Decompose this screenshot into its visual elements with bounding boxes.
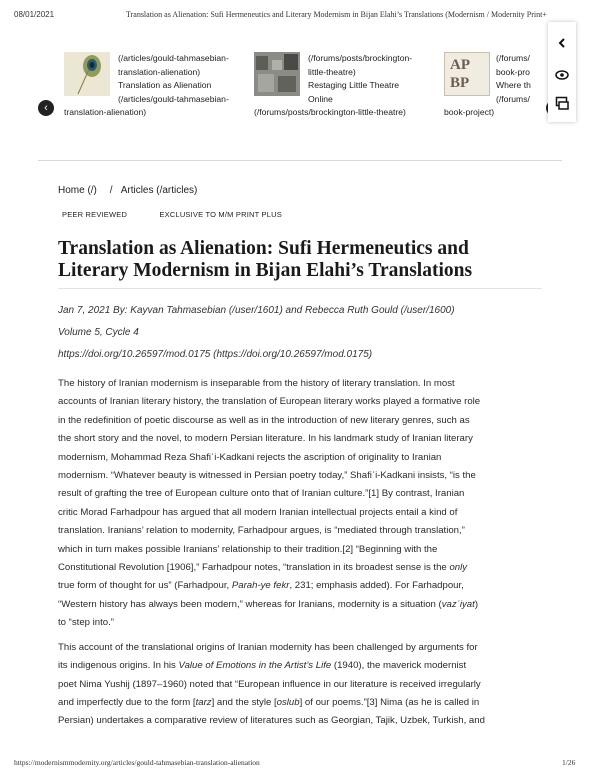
carousel-line: (/forums/ [496, 93, 530, 104]
emphasis: only [449, 562, 468, 574]
peacock-feather-thumbnail[interactable] [64, 52, 110, 96]
text-run: its indigenous origins. In his [58, 660, 179, 672]
article-title [58, 238, 498, 282]
text-line [58, 559, 548, 577]
text-run: , 231; emphasis added). For Farhadpour, [289, 580, 464, 592]
text-run: ] and the style [ [211, 696, 277, 708]
article-byline[interactable]: Jan 7, 2021 By: Kayvan Tahmasebian (/user/1601) and Rebecca Ruth Gould (/user/1600) [58, 305, 455, 316]
text-line: modernism, Mohammad Reza Shafiʿi-Kadkani rejects the ascription of originality to Iranian [58, 451, 442, 463]
related-carousel [0, 38, 600, 130]
text-line [58, 694, 548, 712]
annotate-icon [555, 96, 569, 110]
emphasis: tarz [195, 696, 212, 708]
article-volume: Volume 5, Cycle 4 [58, 327, 139, 338]
text-run: Constitutional Revolution [1906],” Farhadpour notes, “translation in its broadest sense is the [58, 562, 450, 574]
chevron-left-icon: ‹ [44, 102, 48, 114]
carousel-line: Online [308, 93, 333, 104]
annotate-button[interactable] [548, 88, 576, 116]
carousel-line: Translation as Alienation [118, 80, 212, 90]
text-line: poet Nima Yushij (1897–1960) noted that “European influence in our literature is received irregularly [58, 678, 481, 690]
print-footer [0, 754, 600, 774]
text-run: true form of thought for us” (Farhadpour, [58, 580, 232, 592]
carousel-prev-button[interactable] [38, 100, 54, 116]
carousel-line: (/forums/ [496, 53, 530, 63]
text-line: which in turn makes possible Iranians’ relationship to their tradition.[2] “Beginning with the [58, 543, 438, 555]
print-plus-badge: EXCLUSIVE TO M/M PRINT PLUS [159, 210, 282, 219]
carousel-line: translation-alienation) [64, 107, 147, 117]
carousel-line: book-project) [444, 107, 495, 117]
text-line [58, 577, 548, 595]
article-body [58, 375, 548, 737]
collapse-panel-button[interactable] [548, 28, 576, 56]
carousel-line: book-pro [496, 66, 530, 77]
text-run: “Western history has always been modern,” whereas for Iranians, modernity is a situation ( [58, 598, 442, 610]
carousel-line: translation-alienation) [118, 66, 201, 77]
emphasis: vazʿiyat [441, 598, 475, 610]
text-line: accounts of Iranian literary history, the translation of European literary works played a formative role [58, 396, 481, 408]
breadcrumb [58, 185, 201, 196]
breadcrumb-separator: / [109, 185, 113, 196]
text-line [58, 657, 548, 675]
peer-reviewed-badge: PEER REVIEWED [62, 210, 128, 219]
eye-icon [555, 70, 569, 80]
text-line: critic Morad Farhadpour has argued that all modern Iranian intellectual projects entail a kind of [58, 506, 458, 518]
title-line: Literary Modernism in Bijan Elahi’s Translations [58, 260, 473, 281]
text-line: result of grafting the tree of European culture onto that of Iranian culture.”[1] By contrast, Iranian [58, 488, 465, 500]
book-project-thumbnail[interactable] [444, 52, 490, 96]
title-line: Translation as Alienation: Sufi Hermeneutics and [58, 238, 469, 259]
print-url: https://modernismmodernity.org/articles/gould-tahmasebian-translation-alienation [14, 758, 260, 767]
carousel-line: Where th [496, 80, 531, 90]
text-run: ] of our poems.”[3] Nima (as he is called in [299, 696, 480, 708]
text-line: modernism. “Whatever beauty is witnessed in Persian poetry today,” Shafiʿi-Kadkani insists, “is the [58, 470, 476, 482]
print-date: 08/01/2021 [14, 10, 55, 19]
article-doi[interactable]: https://doi.org/10.26597/mod.0175 (https://doi.org/10.26597/mod.0175) [58, 349, 373, 360]
text-line [58, 596, 548, 614]
print-header [0, 0, 600, 26]
text-line: the short story and the novel, to modern Persian literature. In his landmark study of Iranian literary [58, 433, 473, 445]
carousel-link-book-project[interactable] [496, 52, 544, 106]
emphasis: Value of Emotions in the Artist’s Life [178, 660, 332, 672]
carousel-line: little-theatre) [308, 66, 356, 77]
text-run: and imperfectly due to the form [ [58, 696, 196, 708]
text-line: The history of Iranian modernism is inseparable from the history of literary translation. In most [58, 378, 455, 389]
text-line: in the redefinition of poetic discourse as well as in the introduction of new literary genres, such as [58, 414, 470, 426]
carousel-line: (/forums/posts/brockington- [308, 53, 413, 63]
carousel-line: Restaging Little Theatre [308, 80, 400, 90]
text-line: This account of the translational origins of Iranian modernity has been challenged by arguments for [58, 641, 478, 653]
print-page-number: 1/26 [562, 758, 576, 767]
text-run: ) [474, 598, 479, 610]
theatre-photo-thumbnail[interactable] [254, 52, 300, 96]
text-line: translation. Iranians’ relation to modernity, Farhadpour argues, is “mediated through translation,” [58, 525, 465, 537]
paragraph-1 [58, 375, 548, 633]
carousel-line: (/forums/posts/brockington-little-theatre) [254, 107, 406, 117]
book-project-letters: AP BP [450, 57, 470, 91]
text-line: Persian) undertakes a comparative review of literatures such as Georgian, Tajik, Uzbek, Turkish, and [58, 715, 485, 727]
text-line: to “step into.” [58, 617, 114, 629]
text-run: (1940), the maverick modernist [331, 660, 467, 672]
carousel-link-translation[interactable] [118, 52, 229, 106]
article-badges [62, 210, 312, 219]
chevron-left-icon [557, 38, 567, 48]
carousel-link-little-theatre[interactable] [308, 52, 412, 106]
emphasis: oslub [276, 696, 300, 708]
view-toggle-button[interactable] [548, 60, 576, 88]
emphasis: Parah-ye fekr [231, 580, 290, 592]
print-page-title: Translation as Alienation: Sufi Hermeneutics and Literary Modernism in Bijan Elahi’s Translations (Modernism / Modernity Print+ [126, 10, 547, 19]
title-divider [58, 288, 542, 289]
side-toolbar [548, 22, 576, 122]
carousel-line: (/articles/gould-tahmasebian- [118, 53, 229, 63]
carousel-line: (/articles/gould-tahmasebian- [118, 93, 229, 104]
breadcrumb-articles-link[interactable]: Articles (/articles) [120, 185, 198, 196]
paragraph-2 [58, 639, 548, 731]
header-divider [38, 160, 562, 161]
breadcrumb-home-link[interactable]: Home (/) [58, 185, 97, 196]
